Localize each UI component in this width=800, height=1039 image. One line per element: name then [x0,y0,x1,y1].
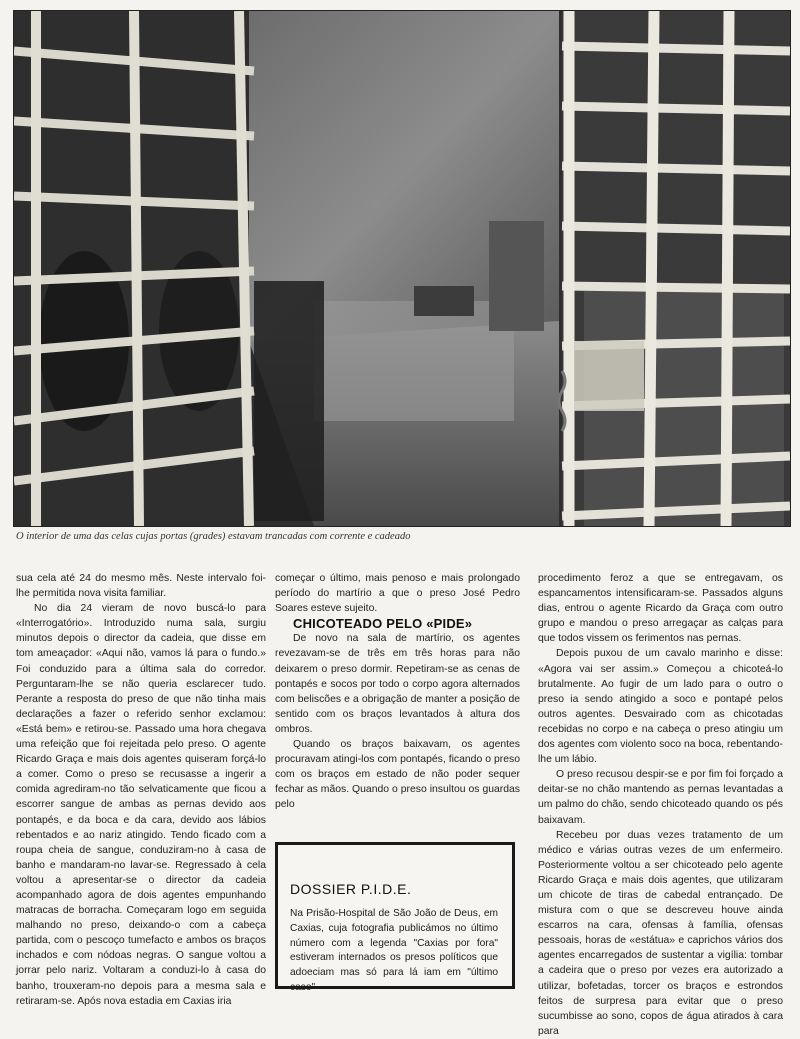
article-column-1 [16,571,266,1009]
paragraph: Depois puxou de um cavalo marinho e disse: «Agora vai ser assim.» Começou a chicoteá-lo brutalmente. Ao fugir de um lado para o outro o preso ia sendo atingido a soco e pontapé pelos outros agentes. Desvairado com as chicotadas recebidas no corpo e na cabeça o preso atingiu um dos agentes com violento soco na boca, rebentando-lhe um lábio. [538,648,783,766]
paragraph: No dia 24 vieram de novo buscá-lo para «Interrogatório». Introduzido numa sala, surgiu minutos depois o director da cadeia, que disse em tom ameaçador: «Aqui não, vamos lá para o fundo.» Foi conduzido para a última sala do corredor. Perguntaram-lhe se não queria esclarecer tudo. Perante a resposta do preso de que não tinha mais declarações a fazer o referido senhor exclamou: «Está bem» e retirou-se. Passado uma hora chegava uma refeição que foi rejeitada pelo preso. O agente Ricardo Graça e mais dois agentes quiseram forçá-lo a comer. Como o preso se recusasse a ingerir a comida agrediram-no tão selvaticamente que ficou a escorrer sangue de ambas as pernas devido aos pontapés, e da boca e da cara, devido aos lábios rebentados e ao nariz atingido. Tendo ficado com a roupa cheia de sangue, conduziram-no à casa de banho e mandaram-no lavar-se. Regressado à cela voltou a apresentar-se o director da cadeia acompanhado agora de dois agentes empunhando matracas de borracha. Começaram logo em seguida malhando no preso, deixando-o com a cabeça partida, com o pescoço tumefacto e ambos os braços inchados e com nódoas negras. O sangue voltou a jorrar pelo nariz. Voltaram a conduzi-lo à casa do banho, trouxeram-no depois para a mesma sala e retiraram-se. Após nova estadia em Caxias iria [16,603,266,1007]
prison-cell-photo [13,10,791,527]
paragraph: procedimento feroz a que se entregavam, os espancamentos intensificaram-se. Passados alguns dias, entrou o agente Ricardo da Graça com outro grupo e mandou o preso arregaçar as calças para que todos vissem os ferimentos nas pernas. [538,573,783,645]
article-column-2 [275,571,520,813]
dossier-text: Na Prisão-Hospital de São João de Deus, em Caxias, cuja fotografia publicámos no último número com a legenda "Caxias por fora" estiveram internados os presos políticos que adoeciam mas só para lá iam em "último caso" [290,908,498,993]
paragraph: O preso recusou despir-se e por fim foi forçado a deitar-se no chão mantendo as pernas levantadas a um palmo do chão, sendo chicoteado quando os pés baixavam. [538,769,783,826]
paragraph: sua cela até 24 do mesmo mês. Neste intervalo foi-lhe permitida nova visita familiar. [16,573,266,600]
photo-caption: O interior de uma das celas cujas portas (grades) estavam trancadas com corrente e cadeado [16,531,411,542]
article-column-3 [538,571,783,1039]
paragraph: Quando os braços baixavam, os agentes procuravam atingi-los com pontapés, ficando o preso com os braços em estado de não poder sequer fechar as mãos. Quando o preso insultou os guardas pelo [275,739,520,811]
paragraph: começar o último, mais penoso e mais prolongado período do martírio a que o preso José Pedro Soares esteve sujeito. [275,573,520,615]
dossier-title: DOSSIER P.I.D.E. [290,881,412,897]
prison-cell-photo-icon [14,11,790,526]
paragraph: De novo na sala de martírio, os agentes revezavam-se de três em três horas para não deixarem o preso dormir. Repetiram-se as cenas de pontapés e socos por todo o corpo agora alternados com beliscões e a obrigação de manter a posição de sentido com os braços levantados à altura dos ombros. [275,633,520,735]
paragraph: Recebeu por duas vezes tratamento de um médico e várias outras vezes de um enfermeiro. Posteriormente voltou a ser chicoteado pelo agente Ricardo Graça e mais dois agentes, que utilizaram um chicote de tiras de cabedal entrançado. De mistura com o que se descreveu houve ainda escarros na cara, ofensas à família, ofensas pessoais, horas de «estátua» e caprichos vários dos agentes encarregados de sustentar a vigília: tombar a cadeira que o preso por vezes era autorizado a utilizar, bofetadas, torcer os braços e estrondos feitos de surpresa para evitar que o preso sucumbisse ao sono, copos de água atirados à cara para [538,829,783,1037]
section-subheading: CHICOTEADO PELO «PIDE» [293,616,473,632]
dossier-box [275,842,515,993]
